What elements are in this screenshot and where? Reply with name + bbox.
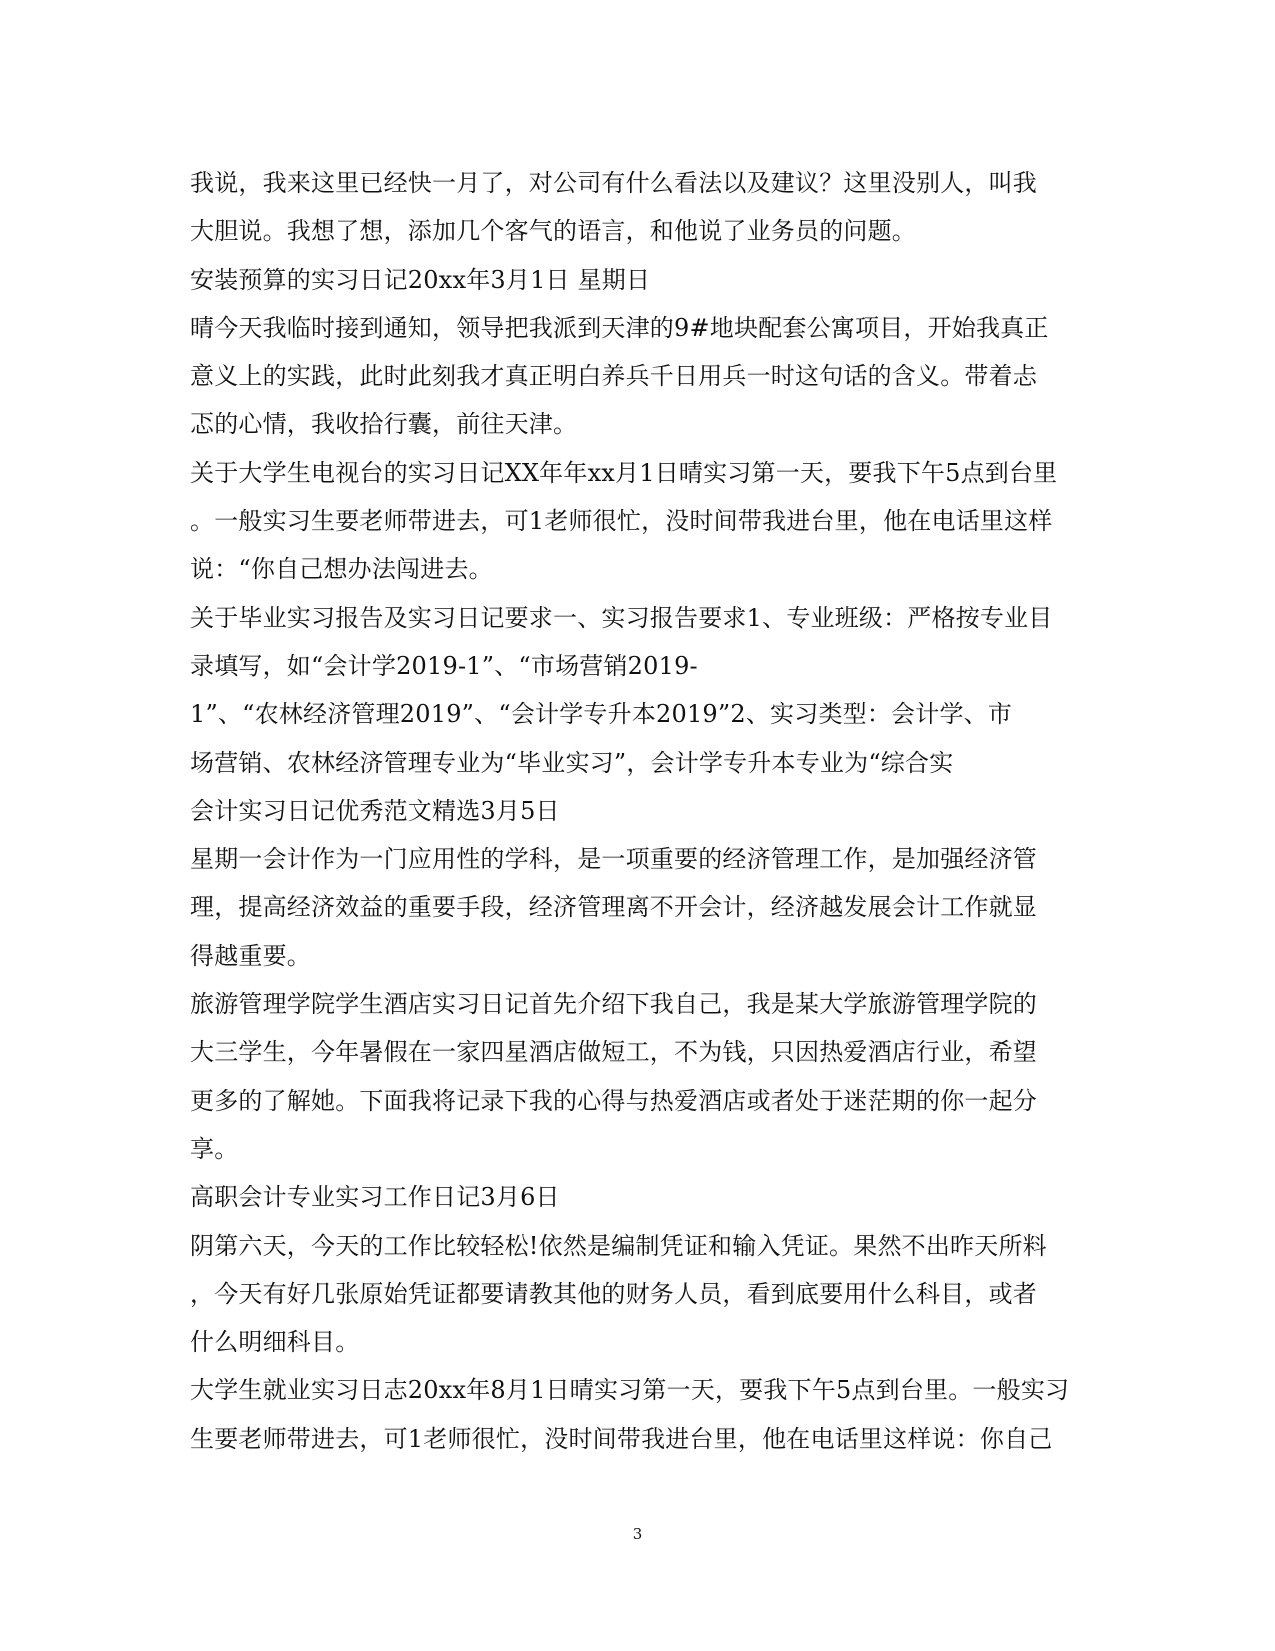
text-line: 1”、“农林经济管理2019”、“会计学专升本2019”2、实习类型：会计学、市 bbox=[190, 700, 1013, 729]
text-line: 会计实习日记优秀范文精选3月5日 bbox=[190, 796, 560, 825]
text-line: 什么明细科目。 bbox=[190, 1328, 360, 1357]
document-body bbox=[190, 159, 1080, 1463]
text-line: 旅游管理学院学生酒店实习日记首先介绍下我自己，我是某大学旅游管理学院的 bbox=[190, 990, 1037, 1019]
text-line: 忑的心情，我收拾行囊，前往天津。 bbox=[190, 410, 578, 439]
text-line: 更多的了解她。下面我将记录下我的心得与热爱酒店或者处于迷茫期的你一起分 bbox=[190, 1086, 1037, 1115]
text-line: 关于毕业实习报告及实习日记要求一、实习报告要求1、专业班级：严格按专业目 bbox=[190, 603, 1053, 632]
text-line: 意义上的实践，此时此刻我才真正明白养兵千日用兵一时这句话的含义。带着忐 bbox=[190, 362, 1037, 391]
text-line: 说：“你自己想办法闯进去。 bbox=[190, 555, 493, 584]
text-line: 享。 bbox=[190, 1134, 239, 1163]
text-line: ，今天有好几张原始凭证都要请教其他的财务人员，看到底要用什么科目，或者 bbox=[190, 1279, 1037, 1308]
text-line: 安装预算的实习日记20xx年3月1日 星期日 bbox=[190, 265, 651, 294]
text-line: 我说，我来这里已经快一月了，对公司有什么看法以及建议？这里没别人，叫我 bbox=[190, 169, 1037, 197]
text-line: 关于大学生电视台的实习日记XX年年xx月1日晴实习第一天，要我下午5点到台里 bbox=[190, 458, 1058, 487]
text-line: 阴第六天，今天的工作比较轻松!依然是编制凭证和输入凭证。果然不出昨天所料 bbox=[190, 1231, 1047, 1260]
page-number: 3 bbox=[632, 1525, 643, 1543]
text-line: 。一般实习生要老师带进去，可1老师很忙，没时间带我进台里，他在电话里这样 bbox=[190, 507, 1053, 536]
text-line: 场营销、农林经济管理专业为“毕业实习”，会计学专升本专业为“综合实 bbox=[190, 748, 954, 777]
text-line: 大胆说。我想了想，添加几个客气的语言，和他说了业务员的问题。 bbox=[190, 217, 916, 246]
text-line: 得越重要。 bbox=[190, 941, 311, 970]
text-line: 大学生就业实习日志20xx年8月1日晴实习第一天，要我下午5点到台里。一般实习 bbox=[190, 1376, 1070, 1405]
text-line: 生要老师带进去，可1老师很忙，没时间带我进台里，他在电话里这样说：你自己 bbox=[190, 1424, 1053, 1453]
text-line: 高职会计专业实习工作日记3月6日 bbox=[190, 1183, 560, 1212]
text-line: 录填写，如“会计学2019-1”、“市场营销2019- bbox=[190, 651, 698, 680]
text-line: 理，提高经济效益的重要手段，经济管理离不开会计，经济越发展会计工作就显 bbox=[190, 893, 1037, 922]
text-line: 大三学生，今年暑假在一家四星酒店做短工，不为钱，只因热爱酒店行业，希望 bbox=[190, 1038, 1037, 1067]
text-line: 星期一会计作为一门应用性的学科，是一项重要的经济管理工作，是加强经济管 bbox=[190, 845, 1037, 874]
text-line: 晴今天我临时接到通知，领导把我派到天津的9#地块配套公寓项目，开始我真正 bbox=[190, 313, 1049, 342]
